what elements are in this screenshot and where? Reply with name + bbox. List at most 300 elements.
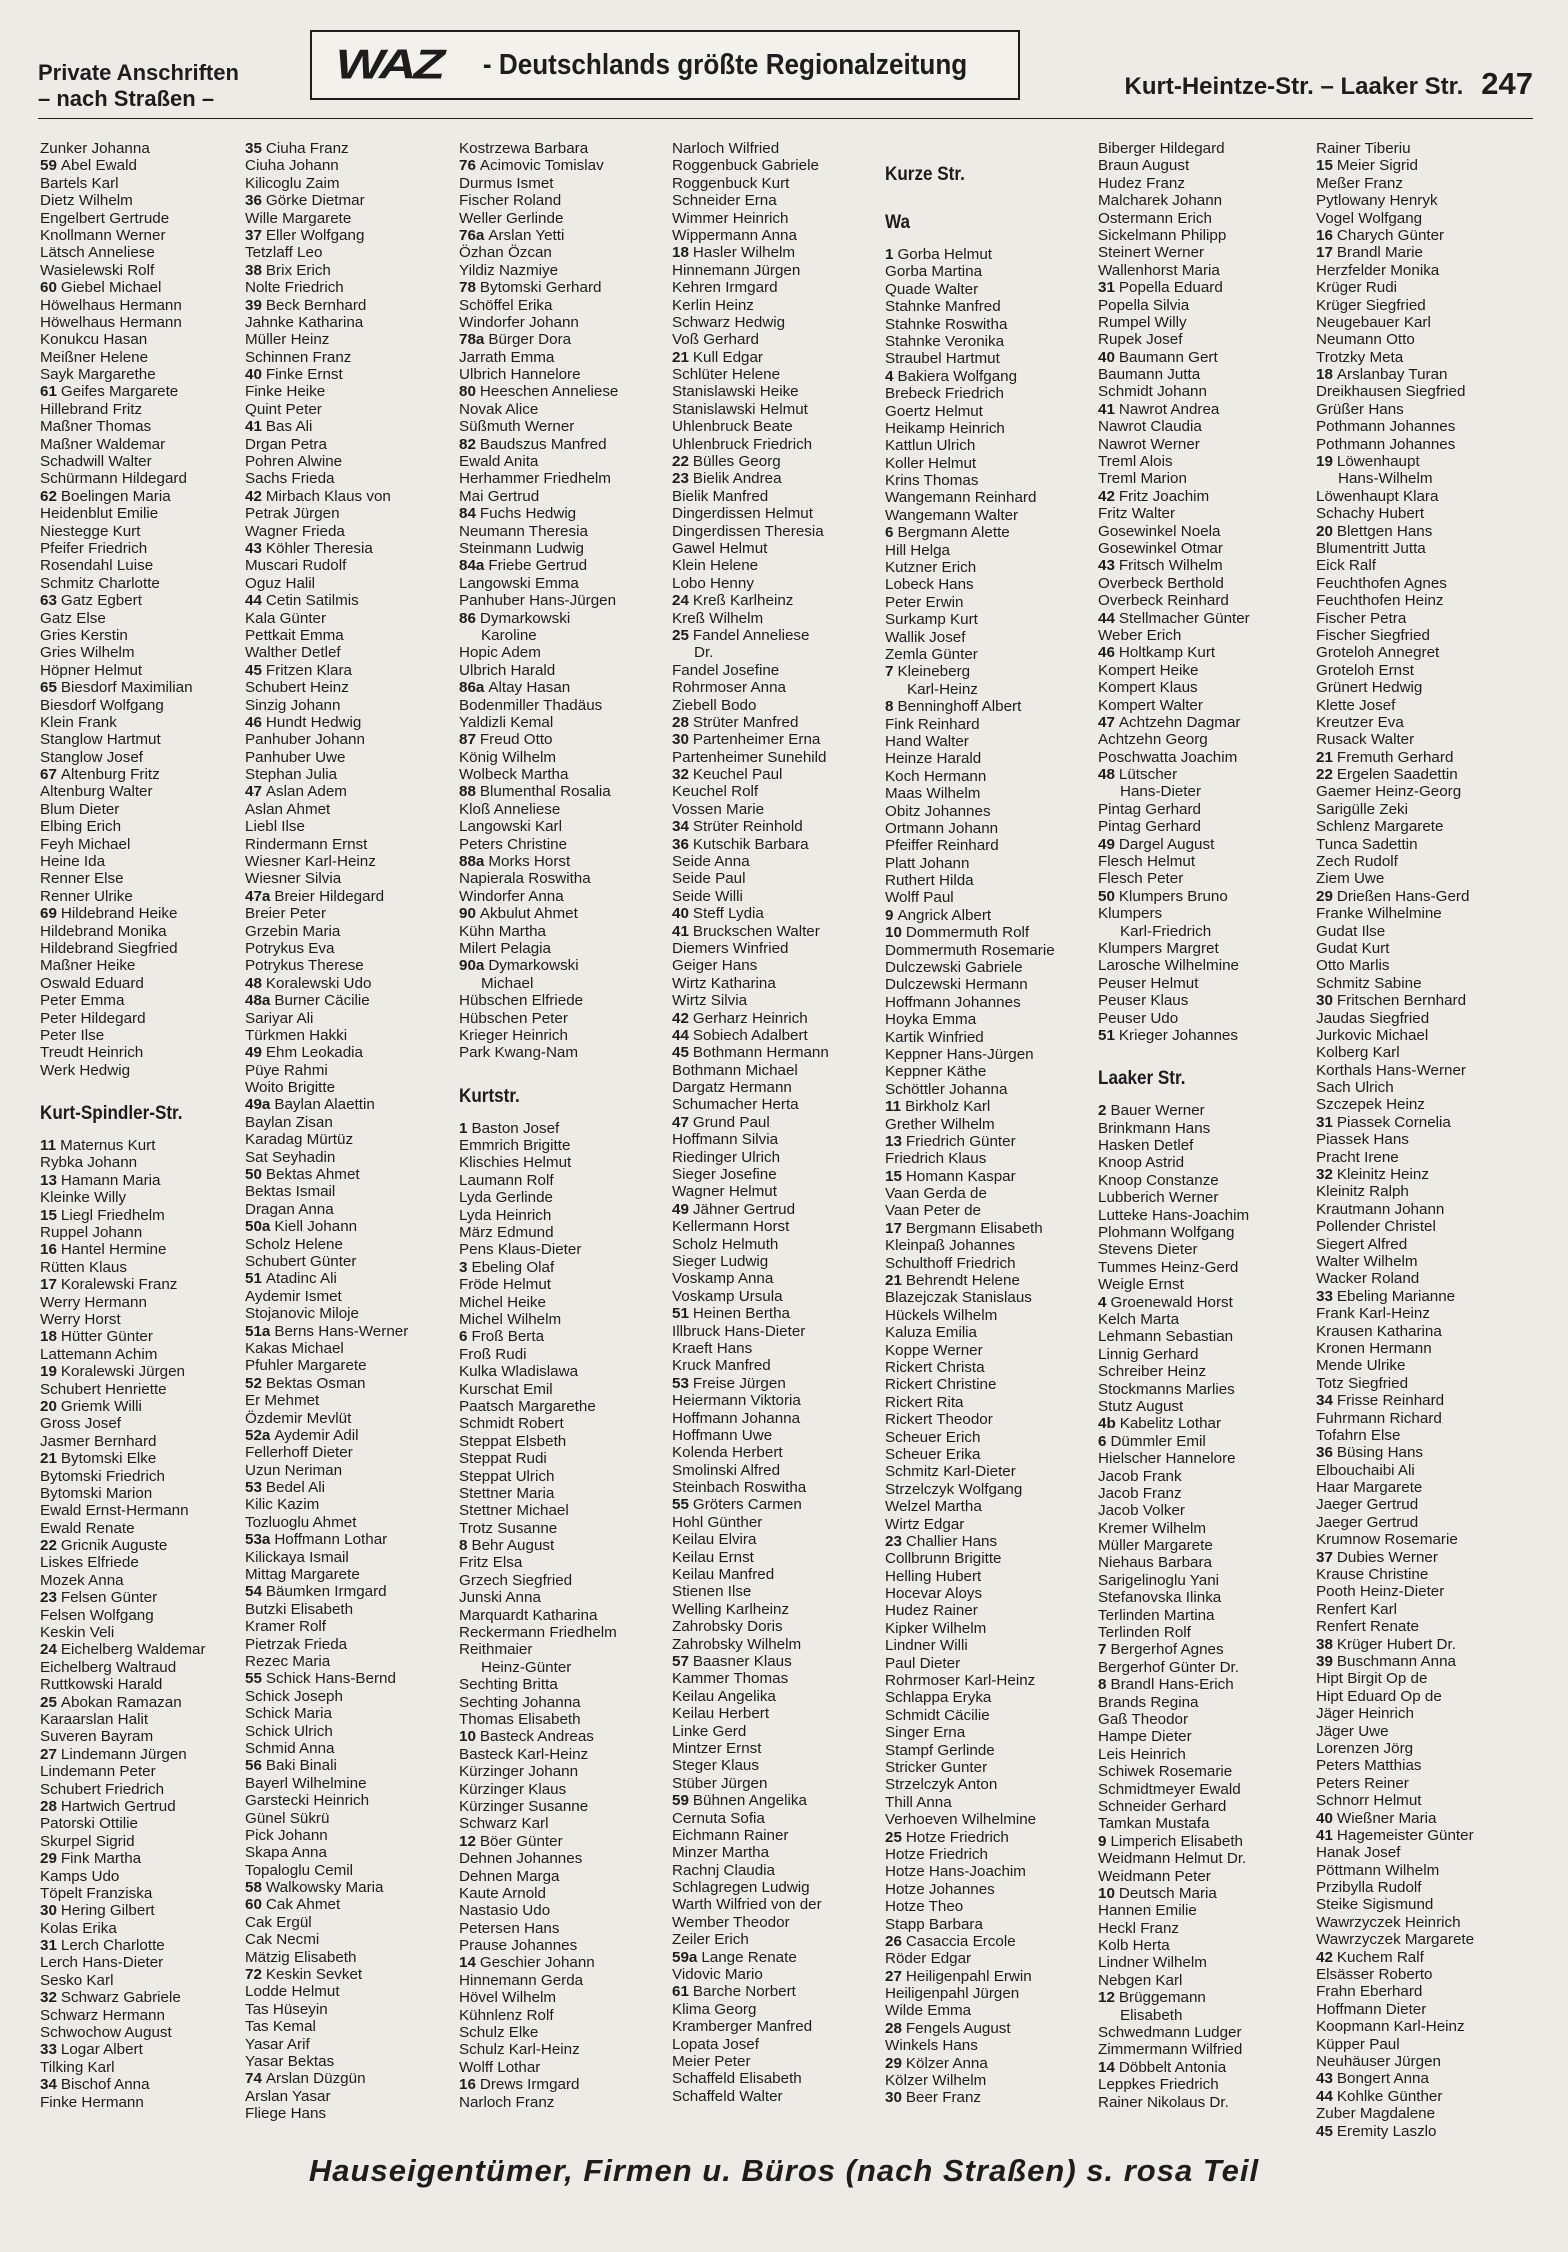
resident-name: Voskamp Anna <box>672 1270 774 1288</box>
directory-entry <box>245 592 459 609</box>
directory-entry <box>1098 1010 1312 1027</box>
directory-entry <box>672 1323 886 1340</box>
resident-name: Maßner Waldemar <box>40 435 166 453</box>
directory-entry <box>1316 1027 1530 1044</box>
resident-name: Dargatz Hermann <box>672 1079 792 1097</box>
resident-name: Uhlenbruck Beate <box>672 418 793 436</box>
directory-entry <box>885 803 1099 820</box>
directory-entry <box>1098 210 1312 227</box>
resident-name: Pohren Alwine <box>245 453 343 471</box>
directory-entry <box>1098 627 1312 644</box>
resident-name: Blumentritt Jutta <box>1316 539 1426 557</box>
directory-entry <box>1316 749 1530 766</box>
resident-name: Nawrot Werner <box>1098 435 1200 453</box>
resident-name: Grzech Siegfried <box>459 1571 573 1589</box>
directory-entry <box>1316 1462 1530 1479</box>
resident-name: Terlinden Martina <box>1098 1606 1215 1624</box>
directory-entry <box>1316 436 1530 453</box>
directory-entry <box>459 401 673 418</box>
resident-name: Jäger Heinrich <box>1316 1705 1414 1723</box>
directory-entry <box>885 1568 1099 1585</box>
directory-entry <box>1316 1896 1530 1913</box>
resident-name: Hans-Wilhelm <box>1338 470 1433 488</box>
resident-name: Kostrzewa Barbara <box>459 140 589 157</box>
directory-entry <box>672 488 886 505</box>
resident-name: Schwochow August <box>40 2024 172 2042</box>
street-heading: Kurtstr. <box>459 1085 520 1107</box>
resident-name: Grüßer Hans <box>1316 400 1404 418</box>
resident-name: Kleinpaß Johannes <box>885 1237 1016 1255</box>
resident-name: Blettgen Hans <box>1336 522 1433 540</box>
resident-name: Peters Matthias <box>1316 1757 1422 1775</box>
directory-entry <box>672 1775 886 1792</box>
directory-entry <box>1316 349 1530 366</box>
resident-name: Gorba Martina <box>885 263 983 281</box>
house-number: 36 <box>1316 1444 1333 1462</box>
resident-name: Neumann Theresia <box>459 522 588 540</box>
house-number: 18 <box>40 1328 57 1346</box>
resident-name: Scheuer Erika <box>885 1445 981 1463</box>
directory-entry <box>245 1270 459 1287</box>
directory-entry <box>1316 331 1530 348</box>
directory-entry <box>1316 801 1530 818</box>
directory-entry <box>1098 383 1312 400</box>
resident-name: Liegl Friedhelm <box>60 1206 165 1224</box>
resident-name: Lattemann Achim <box>40 1345 158 1363</box>
resident-name: Zech Rudolf <box>1316 853 1398 871</box>
directory-entry <box>245 870 459 887</box>
directory-entry <box>885 1342 1099 1359</box>
directory-entry <box>40 610 254 627</box>
resident-name: Straubel Hartmut <box>885 350 1000 368</box>
directory-entry <box>885 542 1099 559</box>
directory-entry <box>672 870 886 887</box>
house-number: 9 <box>885 906 894 924</box>
directory-entry <box>672 1896 886 1913</box>
resident-name: Cetin Satilmis <box>265 592 359 610</box>
resident-name: Durmus Ismet <box>459 174 554 192</box>
resident-name: Leppkes Friedrich <box>1098 2076 1219 2094</box>
house-number: 48 <box>245 974 262 992</box>
house-number: 40 <box>1316 1809 1333 1827</box>
directory-entry <box>40 1241 254 1258</box>
directory-entry <box>885 1985 1099 2002</box>
house-number: 33 <box>1316 1287 1333 1305</box>
resident-name: Rupek Josef <box>1098 331 1183 349</box>
resident-name: Eick Ralf <box>1316 557 1376 575</box>
resident-name: Haar Margarete <box>1316 1479 1423 1497</box>
resident-name: Freise Jürgen <box>692 1374 786 1392</box>
resident-name: Rusack Walter <box>1316 731 1415 749</box>
directory-entry <box>245 1392 459 1409</box>
resident-name: Sayk Margarethe <box>40 366 156 384</box>
resident-name: Hückels Wilhelm <box>885 1306 998 1324</box>
directory-entry <box>459 2059 673 2076</box>
house-number: 41 <box>1316 1826 1333 1844</box>
directory-entry <box>459 140 673 157</box>
resident-name: Karaarslan Halit <box>40 1710 149 1728</box>
resident-name: Heidenblut Emilie <box>40 505 159 523</box>
directory-entry <box>1316 1775 1530 1792</box>
resident-name: Leis Heinrich <box>1098 1745 1186 1763</box>
resident-name: Groenewald Horst <box>1110 1293 1233 1311</box>
directory-entry <box>245 523 459 540</box>
directory-entry <box>672 1166 886 1183</box>
directory-entry <box>245 818 459 835</box>
directory-entry <box>245 610 459 627</box>
directory-entry <box>40 505 254 522</box>
resident-name: Liskes Elfriede <box>40 1554 139 1572</box>
directory-entry <box>1098 1798 1312 1815</box>
resident-name: Arslan Düzgün <box>265 2070 366 2088</box>
directory-entry <box>672 314 886 331</box>
directory-entry <box>1098 1398 1312 1415</box>
resident-name: Oguz Halil <box>245 574 316 592</box>
resident-name: Jahnke Katharina <box>245 313 364 331</box>
resident-name: König Wilhelm <box>459 748 557 766</box>
house-number: 40 <box>1098 348 1115 366</box>
resident-name: Hagemeister Günter <box>1336 1826 1474 1844</box>
resident-name: Fink Martha <box>60 1850 142 1868</box>
directory-entry <box>245 349 459 366</box>
resident-name: Steinmann Ludwig <box>459 539 584 557</box>
directory-entry <box>245 1723 459 1740</box>
directory-entry <box>459 1363 673 1380</box>
directory-entry <box>672 2018 886 2035</box>
directory-entry <box>885 698 1099 715</box>
resident-name: Topaloglu Cemil <box>245 1861 354 1879</box>
directory-entry <box>1098 1137 1312 1154</box>
house-number: 21 <box>885 1272 902 1290</box>
resident-name: Hoffmann Johannes <box>885 993 1021 1011</box>
directory-entry <box>459 1537 673 1554</box>
directory-entry <box>459 1276 673 1293</box>
resident-name: Kreß Karlheinz <box>692 592 794 610</box>
directory-entry <box>885 1602 1099 1619</box>
resident-name: Brix Erich <box>265 261 331 279</box>
directory-entry <box>40 1276 254 1293</box>
directory-entry <box>40 1224 254 1241</box>
resident-name: Stahnke Veronika <box>885 332 1005 350</box>
directory-entry <box>1316 523 1530 540</box>
resident-name: Wawrzyczek Heinrich <box>1316 1913 1461 1931</box>
resident-name: Fritz Walter <box>1098 505 1176 523</box>
resident-name: Ewald Anita <box>459 453 539 471</box>
resident-name: Wallik Josef <box>885 628 966 646</box>
directory-entry <box>885 1794 1099 1811</box>
resident-name: Krieger Johannes <box>1118 1026 1238 1044</box>
directory-entry <box>40 957 254 974</box>
directory-entry <box>245 366 459 383</box>
house-number: 53 <box>672 1374 689 1392</box>
resident-name: Kartik Winfried <box>885 1028 984 1046</box>
directory-entry <box>459 523 673 540</box>
resident-name: Töpelt Franziska <box>40 1884 153 1902</box>
directory-entry <box>1316 662 1530 679</box>
resident-name: Minzer Martha <box>672 1844 770 1862</box>
directory-entry <box>672 1514 886 1531</box>
directory-entry <box>459 731 673 748</box>
directory-entry <box>40 714 254 731</box>
resident-name: Akbulut Ahmet <box>479 905 578 923</box>
house-number: 78 <box>459 279 476 297</box>
house-number: 42 <box>1098 487 1115 505</box>
directory-entry <box>245 453 459 470</box>
resident-name: Wagner Frieda <box>245 522 345 540</box>
column-6 <box>1098 140 1312 2111</box>
resident-name: Mirbach Klaus von <box>265 487 391 505</box>
directory-entry <box>1316 1827 1530 1844</box>
directory-entry <box>672 679 886 696</box>
house-number: 29 <box>885 2054 902 2072</box>
directory-entry <box>672 557 886 574</box>
directory-entry <box>1316 1810 1530 1827</box>
resident-name: Pietrzak Frieda <box>245 1635 348 1653</box>
resident-name: Jäger Uwe <box>1316 1722 1389 1740</box>
resident-name: Hinnemann Gerda <box>459 1971 584 1989</box>
resident-name: Beck Bernhard <box>265 296 367 314</box>
directory-entry <box>885 1881 1099 1898</box>
resident-name: Welzel Martha <box>885 1498 982 1516</box>
directory-entry <box>459 436 673 453</box>
house-number: 84a <box>459 557 485 575</box>
resident-name: Köhler Theresia <box>265 539 373 557</box>
resident-name: Schulz Karl-Heinz <box>459 2041 580 2059</box>
directory-entry <box>885 663 1099 680</box>
resident-name: Sarigülle Zeki <box>1316 800 1409 818</box>
directory-entry <box>885 1220 1099 1237</box>
header-left-line1: Private Anschriften <box>38 60 239 85</box>
resident-name: Schlappa Eryka <box>885 1689 992 1707</box>
directory-entry <box>459 1815 673 1832</box>
directory-entry <box>40 801 254 818</box>
resident-name: Cak Ergül <box>245 1913 312 1931</box>
resident-name: Rezec Maria <box>245 1652 331 1670</box>
resident-name: Hoffmann Lothar <box>274 1531 388 1549</box>
house-number: 38 <box>1316 1635 1333 1653</box>
directory-entry <box>1316 1601 1530 1618</box>
directory-entry <box>459 1589 673 1606</box>
resident-name: Thomas Elisabeth <box>459 1710 581 1728</box>
resident-name: Surkamp Kurt <box>885 611 978 629</box>
resident-name: Behr August <box>471 1537 555 1555</box>
directory-entry <box>245 749 459 766</box>
directory-entry <box>459 1833 673 1850</box>
directory-entry <box>885 420 1099 437</box>
directory-entry <box>245 644 459 661</box>
directory-entry <box>459 1415 673 1432</box>
house-number: 51 <box>245 1270 262 1288</box>
resident-name: Brebeck Friedrich <box>885 385 1005 403</box>
directory-entry <box>245 1375 459 1392</box>
directory-entry <box>245 714 459 731</box>
resident-name: Aydemir Ismet <box>245 1287 342 1305</box>
resident-name: Dehnen Johannes <box>459 1850 583 1868</box>
directory-entry <box>1316 1983 1530 2000</box>
directory-entry <box>1316 1010 1530 1027</box>
resident-name: Zahrobsky Doris <box>672 1618 783 1636</box>
directory-entry <box>245 1862 459 1879</box>
directory-entry <box>1316 1236 1530 1253</box>
resident-name: Jurkovic Michael <box>1316 1026 1429 1044</box>
house-number: 59a <box>672 1948 698 1966</box>
directory-entry <box>40 453 254 470</box>
directory-entry <box>885 1759 1099 1776</box>
resident-name: Hohl Günther <box>672 1513 763 1531</box>
directory-entry <box>1316 783 1530 800</box>
directory-entry <box>459 1954 673 1971</box>
house-number: 31 <box>40 1937 57 1955</box>
resident-name: Lobo Henny <box>672 574 754 592</box>
resident-name: Fliege Hans <box>245 2105 327 2123</box>
directory-entry <box>1098 870 1312 887</box>
house-number: 25 <box>672 626 689 644</box>
resident-name: Krumnow Rosemarie <box>1316 1531 1458 1549</box>
resident-name: Verhoeven Wilhelmine <box>885 1811 1037 1829</box>
resident-name: Hill Helga <box>885 541 950 559</box>
resident-name: Schwarz Gabriele <box>60 1989 181 2007</box>
directory-entry <box>245 992 459 1009</box>
resident-name: Baasner Klaus <box>692 1652 792 1670</box>
directory-entry <box>672 1270 886 1287</box>
resident-name: Patorski Ottilie <box>40 1815 138 1833</box>
resident-name: Stapp Barbara <box>885 1915 983 1933</box>
house-number: 46 <box>245 713 262 731</box>
resident-name: Heinz-Günter <box>481 1658 572 1676</box>
resident-name: Froß Berta <box>471 1328 545 1346</box>
directory-entry <box>40 1450 254 1467</box>
resident-name: Schiwek Rosemarie <box>1098 1763 1233 1781</box>
resident-name: Schmidt Robert <box>459 1415 564 1433</box>
resident-name: Schlenz Margarete <box>1316 818 1444 836</box>
resident-name: Overbeck Berthold <box>1098 574 1224 592</box>
resident-name: Lopata Josef <box>672 2035 759 2053</box>
resident-name: Nastasio Udo <box>459 1902 551 1920</box>
directory-entry <box>1316 175 1530 192</box>
directory-entry <box>245 1601 459 1618</box>
resident-name: Peters Christine <box>459 835 568 853</box>
resident-name: Renfert Renate <box>1316 1618 1419 1636</box>
directory-entry <box>885 1411 1099 1428</box>
directory-entry <box>245 1757 459 1774</box>
directory-entry <box>40 140 254 157</box>
directory-entry <box>885 281 1099 298</box>
resident-name: Gaß Theodor <box>1098 1710 1189 1728</box>
directory-entry <box>245 923 459 940</box>
directory-entry <box>459 714 673 731</box>
resident-name: Steike Sigismund <box>1316 1896 1434 1914</box>
directory-entry <box>885 1063 1099 1080</box>
resident-name: Kompert Walter <box>1098 696 1203 714</box>
directory-entry <box>1316 975 1530 992</box>
directory-entry <box>245 314 459 331</box>
resident-name: Arslanbay Turan <box>1336 366 1448 384</box>
resident-name: Wember Theodor <box>672 1913 790 1931</box>
resident-name: Brüggemann <box>1118 1989 1206 2007</box>
directory-entry <box>459 1154 673 1171</box>
house-number: 12 <box>459 1832 476 1850</box>
resident-name: Narloch Franz <box>459 2093 555 2111</box>
resident-name: Peters Reiner <box>1316 1774 1409 1792</box>
house-number: 48 <box>1098 766 1115 784</box>
house-number: 10 <box>885 924 902 942</box>
directory-entry <box>40 175 254 192</box>
directory-entry <box>245 1844 459 1861</box>
directory-entry <box>459 940 673 957</box>
directory-entry <box>459 1641 673 1658</box>
house-number: 53a <box>245 1531 271 1549</box>
directory-entry <box>40 2024 254 2041</box>
directory-entry <box>1098 262 1312 279</box>
resident-name: Berns Hans-Werner <box>274 1322 409 1340</box>
directory-entry <box>1098 1972 1312 1989</box>
directory-entry <box>245 1062 459 1079</box>
house-number: 7 <box>885 663 894 681</box>
resident-name: Linke Gerd <box>672 1722 747 1740</box>
directory-entry <box>459 1311 673 1328</box>
house-number: 61 <box>672 1983 689 2001</box>
resident-name: Nebgen Karl <box>1098 1971 1183 1989</box>
house-number: 23 <box>40 1589 57 1607</box>
resident-name: Schick Maria <box>245 1705 332 1723</box>
resident-name: Wimmer Heinrich <box>672 209 789 227</box>
resident-name: Felsen Wolfgang <box>40 1606 154 1624</box>
house-number: 14 <box>1098 2058 1115 2076</box>
resident-name: Kraeft Hans <box>672 1339 753 1357</box>
resident-name: Kleinitz Ralph <box>1316 1183 1409 1201</box>
resident-name: Baumann Jutta <box>1098 366 1201 384</box>
directory-entry <box>245 1149 459 1166</box>
directory-entry <box>885 1237 1099 1254</box>
directory-entry <box>1316 1653 1530 1670</box>
directory-entry <box>40 436 254 453</box>
resident-name: Skurpel Sigrid <box>40 1832 135 1850</box>
directory-entry <box>1098 644 1312 661</box>
house-number: 60 <box>245 1896 262 1914</box>
directory-entry <box>672 1879 886 1896</box>
resident-name: Baylan Zisan <box>245 1113 333 1131</box>
directory-entry <box>1098 1241 1312 1258</box>
directory-entry <box>1098 1711 1312 1728</box>
directory-entry <box>459 610 673 627</box>
directory-entry <box>40 1920 254 1937</box>
resident-name: Hasken Detlef <box>1098 1137 1194 1155</box>
resident-name: Sarigelinoglu Yani <box>1098 1571 1220 1589</box>
resident-name: Rohrmoser Anna <box>672 679 786 697</box>
column-2 <box>245 140 459 2123</box>
resident-name: Werry Hermann <box>40 1293 147 1311</box>
directory-entry <box>1316 1514 1530 1531</box>
house-number: 40 <box>245 366 262 384</box>
resident-name: Scholz Helmuth <box>672 1235 779 1253</box>
directory-entry <box>885 437 1099 454</box>
directory-entry <box>885 2037 1099 2054</box>
directory-entry <box>885 1672 1099 1689</box>
directory-entry <box>885 1533 1099 1550</box>
directory-entry <box>672 592 886 609</box>
resident-name: Sinzig Johann <box>245 696 341 714</box>
directory-entry <box>40 1850 254 1867</box>
directory-entry <box>40 1624 254 1641</box>
resident-name: Kerlin Heinz <box>672 296 754 314</box>
house-number: 35 <box>245 140 262 157</box>
column-5 <box>885 140 1099 2107</box>
resident-name: Büsing Hans <box>1336 1444 1424 1462</box>
resident-name: Fischer Roland <box>459 192 562 210</box>
directory-entry <box>672 1218 886 1235</box>
directory-entry <box>40 523 254 540</box>
directory-entry <box>1316 1583 1530 1600</box>
